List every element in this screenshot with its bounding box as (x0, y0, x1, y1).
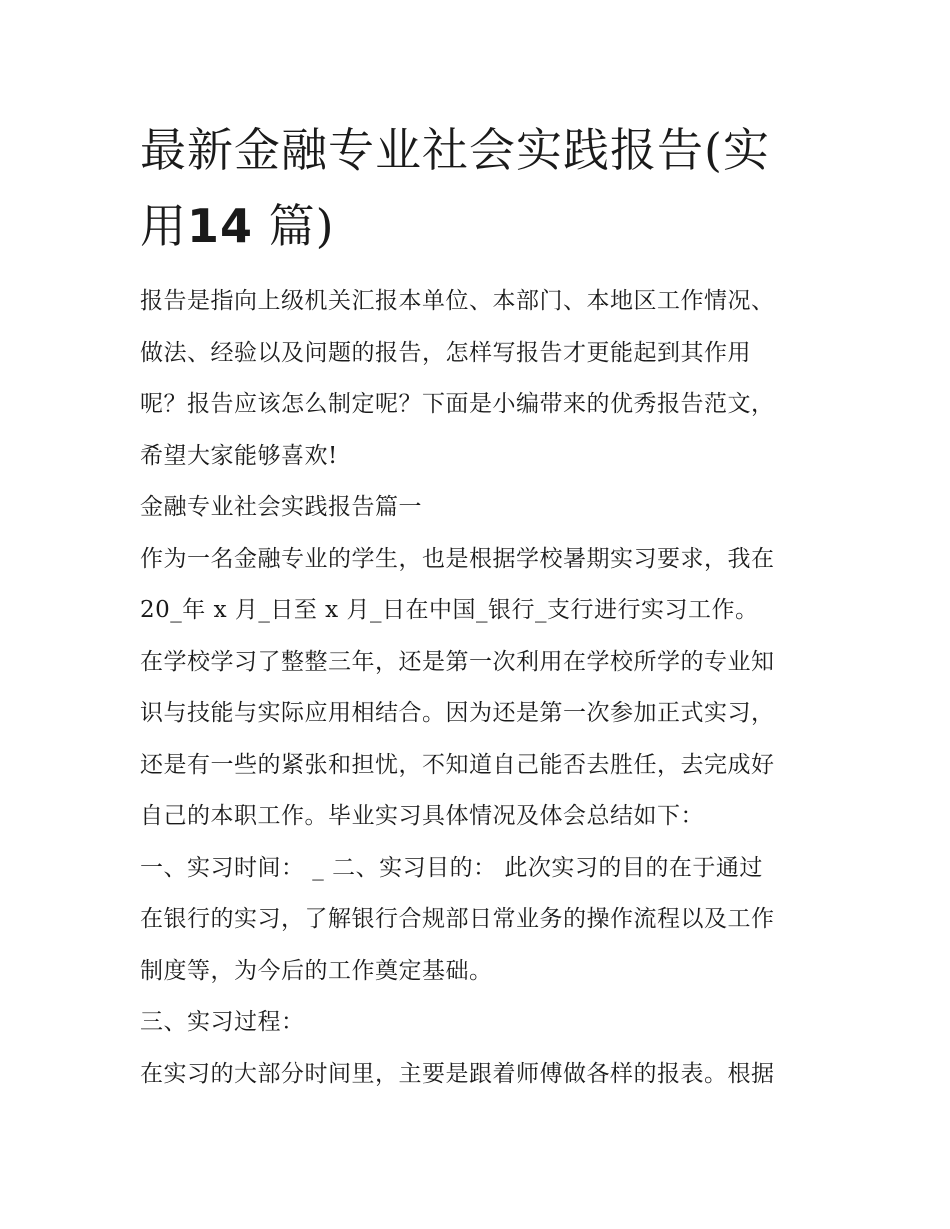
body-paragraph (140, 534, 812, 1101)
title-suffix: 篇) (268, 199, 335, 253)
body-line: 三、实习过程： (140, 1009, 305, 1035)
section-heading-text: 金融专业社会实践报告篇一 (140, 494, 422, 520)
title-number: 14 (187, 199, 254, 253)
intro-line: 希望大家能够喜欢! (140, 442, 338, 469)
body-line: 还是有一些的紧张和担忧，不知道自己能否去胜任，去完成好 (140, 751, 775, 778)
body-line: 作为一名金融专业的学生，也是根据学校暑期实习要求，我在 (140, 545, 775, 572)
body-line: 一、实习时间： _ 二、实习目的： 此次实习的目的在于通过 (140, 854, 763, 881)
body-line: 自己的本职工作。毕业实习具体情况及体会总结如下： (140, 803, 704, 829)
title-line-2 (140, 188, 812, 264)
body-line: 识与技能与实际应用相结合。因为还是第一次参加正式实习， (140, 700, 775, 726)
body-line: 在实习的大部分时间里，主要是跟着师傅做各样的报表。根据 (140, 1060, 775, 1087)
body-line: 制度等，为今后的工作奠定基础。 (140, 957, 493, 984)
intro-line: 做法、经验以及问题的报告，怎样写报告才更能起到其作用 (140, 339, 751, 366)
document-title (140, 112, 812, 264)
intro-line: 呢？报告应该怎么制定呢？下面是小编带来的优秀报告范文， (140, 391, 775, 417)
intro-paragraph (140, 276, 812, 482)
section-heading (140, 482, 812, 534)
intro-line: 报告是指向上级机关汇报本单位、本部门、本地区工作情况、 (140, 288, 775, 314)
title-word: 用 (140, 199, 187, 253)
title-line-1: 最新金融专业社会实践报告(实 (140, 123, 770, 177)
body-line: 在学校学习了整整三年，还是第一次利用在学校所学的专业知 (140, 648, 775, 675)
document-page (140, 112, 812, 1100)
body-line: 20_年 x 月_日至 x 月_日在中国_银行_支行进行实习工作。 (140, 597, 759, 623)
body-line: 在银行的实习，了解银行合规部日常业务的操作流程以及工作 (140, 906, 775, 932)
